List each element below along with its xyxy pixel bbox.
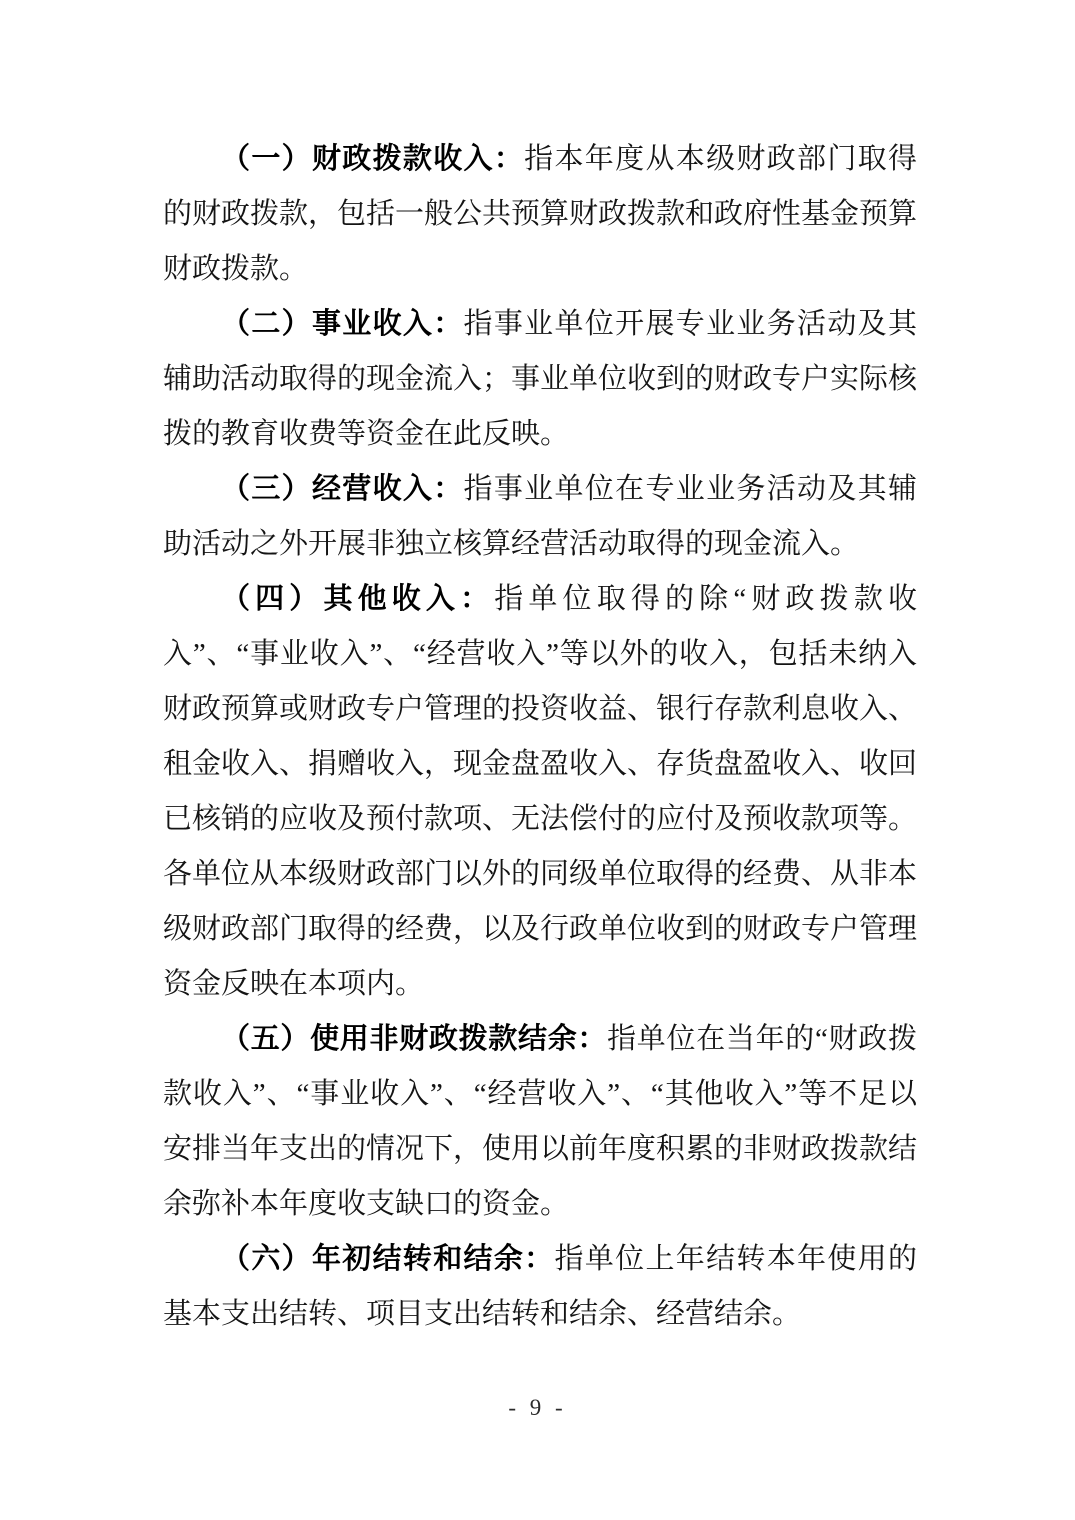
paragraph-use-of-non-fiscal-surplus — [163, 1012, 917, 1232]
paragraph-body: 指单位在当年的“财政拨款收入”、“事业收入”、“经营收入”、“其他收入”等不足以安排当年支出的情况下，使用以前年度积累的非财政拨款结余弥补本年度收支缺口的资金。 — [163, 1023, 918, 1220]
paragraph-fiscal-appropriation-income — [163, 132, 917, 297]
paragraph-body: 指事业单位开展专业业务活动及其辅助活动取得的现金流入；事业单位收到的财政专户实际核拨的教育收费等资金在此反映。 — [163, 308, 918, 450]
paragraph-body: 指事业单位在专业业务活动及其辅助活动之外开展非独立核算经营活动取得的现金流入。 — [163, 473, 917, 560]
paragraph-business-income — [163, 462, 917, 572]
paragraph-other-income — [163, 572, 917, 1012]
paragraph-body: 指本年度从本级财政部门取得的财政拨款，包括一般公共预算财政拨款和政府性基金预算财政拨款。 — [163, 143, 918, 285]
paragraph-beginning-year-carryover — [163, 1232, 917, 1342]
paragraph-heading: （五）使用非财政拨款结余： — [221, 1023, 608, 1055]
paragraph-heading: （三）经营收入： — [221, 473, 464, 505]
paragraph-heading: （六）年初结转和结余： — [221, 1243, 555, 1275]
page-number: - 9 - — [508, 1395, 567, 1420]
document-body — [163, 132, 917, 1342]
paragraph-heading: （一）财政拨款收入： — [221, 143, 525, 175]
paragraph-heading: （二）事业收入： — [221, 308, 464, 340]
paragraph-operational-income — [163, 297, 917, 462]
paragraph-body: 指单位取得的除“财政拨款收入”、“事业收入”、“经营收入”等以外的收入，包括未纳入财政预算或财政专户管理的投资收益、银行存款利息收入、租金收入、捐赠收入，现金盘盈收入、存货盘盈收入、收回已核销的应收及预付款项、无法偿付的应付及预收款项等。各单位从本级财政部门以外的同级单位取得的经费、从非本级财政部门取得的经费，以及行政单位收到的财政专户管理资金反映在本项内。 — [163, 583, 918, 1000]
paragraph-heading: （四）其他收入： — [221, 583, 495, 615]
paragraph-body: 指单位上年结转本年使用的基本支出结转、项目支出结转和结余、经营结余。 — [163, 1243, 917, 1330]
